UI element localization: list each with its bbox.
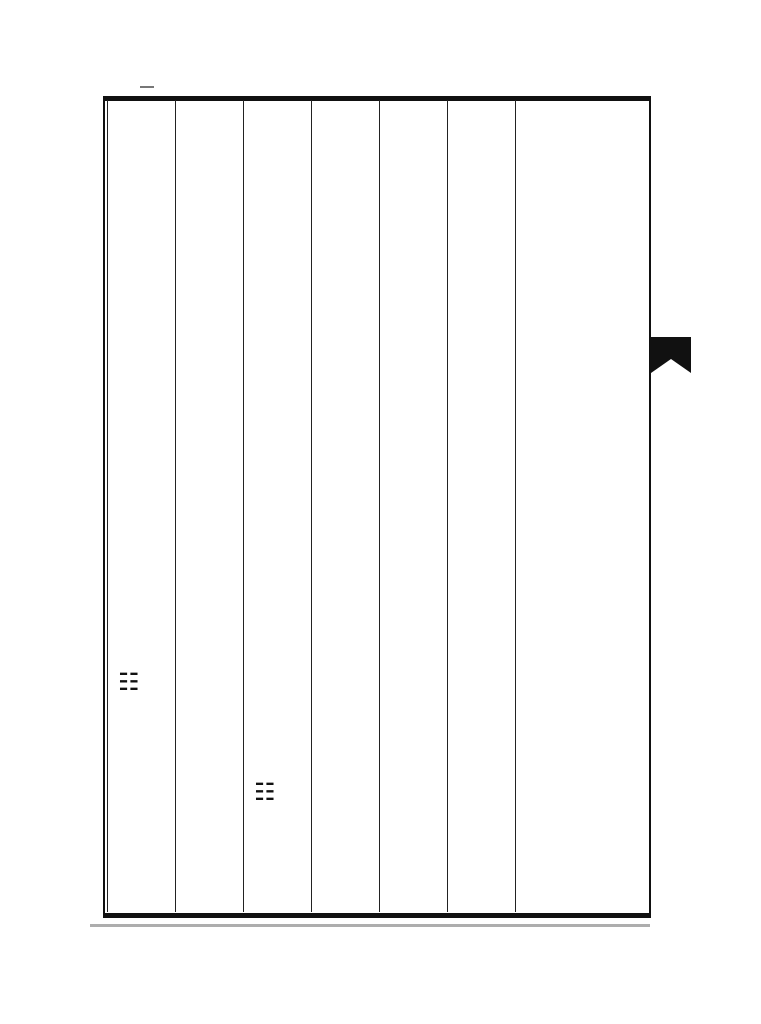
text-column-3 — [447, 100, 515, 912]
hexagram-annotation — [118, 670, 143, 694]
fish-tail-mark-icon — [651, 337, 691, 373]
page-margin — [651, 96, 691, 918]
text-column-6 — [243, 100, 311, 912]
scan-edge-mark — [90, 924, 650, 927]
text-column-7 — [175, 100, 243, 912]
text-column-2 — [515, 100, 583, 912]
text-column-5 — [311, 100, 379, 912]
text-column-8 — [107, 100, 175, 912]
text-column-4 — [379, 100, 447, 912]
hexagram-glyph-icon: ☷ — [254, 778, 276, 806]
hexagram-annotation — [254, 780, 279, 804]
hexagram-glyph-icon: ☷ — [118, 668, 140, 696]
text-column-1 — [583, 100, 651, 912]
scan-edge-mark — [140, 86, 154, 88]
